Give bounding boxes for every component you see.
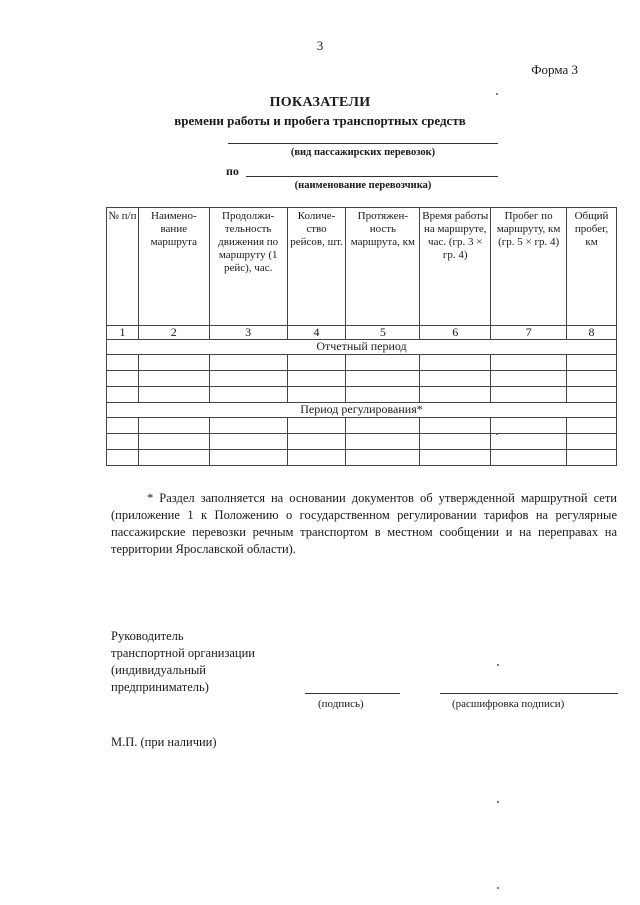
table-row xyxy=(107,387,617,403)
po-label: по xyxy=(226,164,239,178)
empty-cell[interactable] xyxy=(567,450,617,466)
empty-cell[interactable] xyxy=(346,371,420,387)
section-row-reporting xyxy=(107,340,617,355)
empty-cell[interactable] xyxy=(346,450,420,466)
empty-cell[interactable] xyxy=(138,387,209,403)
section-regulation-label: Период регулирования* xyxy=(107,403,617,418)
column-number: 3 xyxy=(209,326,287,340)
signatory-line: Руководитель xyxy=(111,629,184,643)
transport-type-caption: (вид пассажирских перевозок) xyxy=(290,147,436,158)
empty-cell[interactable] xyxy=(346,434,420,450)
signatory-line: транспортной организации xyxy=(111,646,256,660)
header-cell: Пробег по маршруту, км (гр. 5 × гр. 4) xyxy=(491,208,567,326)
column-numbers-row xyxy=(107,326,617,340)
column-number: 8 xyxy=(567,326,617,340)
header-cell: Время работы на маршруте, час. (гр. 3 × гр. 4) xyxy=(420,208,491,326)
empty-cell[interactable] xyxy=(420,434,491,450)
scan-speck xyxy=(497,887,499,889)
signature-line[interactable] xyxy=(305,693,400,694)
table-header-row xyxy=(107,208,617,326)
scan-speck xyxy=(496,93,498,95)
indicators-table xyxy=(106,207,617,466)
signature-decoding-line[interactable] xyxy=(440,693,618,694)
empty-cell[interactable] xyxy=(209,371,287,387)
column-number: 6 xyxy=(420,326,491,340)
empty-cell[interactable] xyxy=(107,355,139,371)
section-reporting-label: Отчетный период xyxy=(107,340,617,355)
transport-type-line xyxy=(228,143,498,144)
empty-cell[interactable] xyxy=(107,371,139,387)
empty-cell[interactable] xyxy=(287,450,346,466)
table-row xyxy=(107,434,617,450)
empty-cell[interactable] xyxy=(491,355,567,371)
empty-cell[interactable] xyxy=(420,371,491,387)
table-row xyxy=(107,355,617,371)
column-number: 1 xyxy=(107,326,139,340)
header-cell: Продолжи-тельность движения по маршруту (1 рейс), час. xyxy=(209,208,287,326)
empty-cell[interactable] xyxy=(346,387,420,403)
document-title: ПОКАЗАТЕЛИ xyxy=(269,95,371,110)
empty-cell[interactable] xyxy=(567,371,617,387)
column-number: 7 xyxy=(491,326,567,340)
empty-cell[interactable] xyxy=(209,418,287,434)
empty-cell[interactable] xyxy=(491,450,567,466)
header-cell: № п/п xyxy=(107,208,139,326)
scan-speck xyxy=(497,664,499,666)
empty-cell[interactable] xyxy=(287,418,346,434)
empty-cell[interactable] xyxy=(567,434,617,450)
empty-cell[interactable] xyxy=(420,355,491,371)
header-cell: Общий пробег, км xyxy=(567,208,617,326)
empty-cell[interactable] xyxy=(107,434,139,450)
empty-cell[interactable] xyxy=(209,355,287,371)
signatory-line: (индивидуальный xyxy=(111,663,207,677)
column-number: 2 xyxy=(138,326,209,340)
empty-cell[interactable] xyxy=(209,450,287,466)
carrier-caption: (наименование перевозчика) xyxy=(294,180,432,191)
empty-cell[interactable] xyxy=(346,418,420,434)
empty-cell[interactable] xyxy=(138,434,209,450)
empty-cell[interactable] xyxy=(491,387,567,403)
empty-cell[interactable] xyxy=(346,355,420,371)
signature-caption: (подпись) xyxy=(318,698,364,710)
section-row-regulation xyxy=(107,403,617,418)
empty-cell[interactable] xyxy=(420,418,491,434)
empty-cell[interactable] xyxy=(209,434,287,450)
empty-cell[interactable] xyxy=(138,418,209,434)
empty-cell[interactable] xyxy=(567,387,617,403)
column-number: 5 xyxy=(346,326,420,340)
empty-cell[interactable] xyxy=(567,355,617,371)
table-row xyxy=(107,418,617,434)
empty-cell[interactable] xyxy=(287,387,346,403)
document-subtitle: времени работы и пробега транспортных средств xyxy=(174,113,466,128)
header-cell: Количе-ство рейсов, шт. xyxy=(287,208,346,326)
page-number: 3 xyxy=(316,38,324,53)
empty-cell[interactable] xyxy=(107,450,139,466)
empty-cell[interactable] xyxy=(107,387,139,403)
empty-cell[interactable] xyxy=(138,355,209,371)
empty-cell[interactable] xyxy=(420,450,491,466)
column-number: 4 xyxy=(287,326,346,340)
table-row xyxy=(107,450,617,466)
scan-speck xyxy=(497,801,499,803)
empty-cell[interactable] xyxy=(287,434,346,450)
empty-cell[interactable] xyxy=(138,371,209,387)
empty-cell[interactable] xyxy=(420,387,491,403)
empty-cell[interactable] xyxy=(567,418,617,434)
carrier-line xyxy=(246,176,498,177)
empty-cell[interactable] xyxy=(107,418,139,434)
empty-cell[interactable] xyxy=(491,371,567,387)
scan-speck xyxy=(496,433,498,435)
signature-decoding-caption: (расшифровка подписи) xyxy=(452,698,565,710)
empty-cell[interactable] xyxy=(287,371,346,387)
signatory-block xyxy=(111,628,255,696)
form-label: Форма 3 xyxy=(531,62,578,77)
table-row xyxy=(107,371,617,387)
signatory-line: предприниматель) xyxy=(111,680,209,694)
empty-cell[interactable] xyxy=(287,355,346,371)
empty-cell[interactable] xyxy=(138,450,209,466)
stamp-label: М.П. (при наличии) xyxy=(111,735,217,749)
empty-cell[interactable] xyxy=(491,434,567,450)
header-cell: Протяжен-ность маршрута, км xyxy=(346,208,420,326)
empty-cell[interactable] xyxy=(491,418,567,434)
empty-cell[interactable] xyxy=(209,387,287,403)
header-cell: Наимено-вание маршрута xyxy=(138,208,209,326)
footnote-paragraph: * Раздел заполняется на основании документов об утвержденной маршрутной сети (приложение 1 к Положению о государственном регулировании тарифов на регулярные пассажирские перевозки речным транспортом в местном сообщении и на переправах на территории Ярославской области). xyxy=(111,491,617,556)
